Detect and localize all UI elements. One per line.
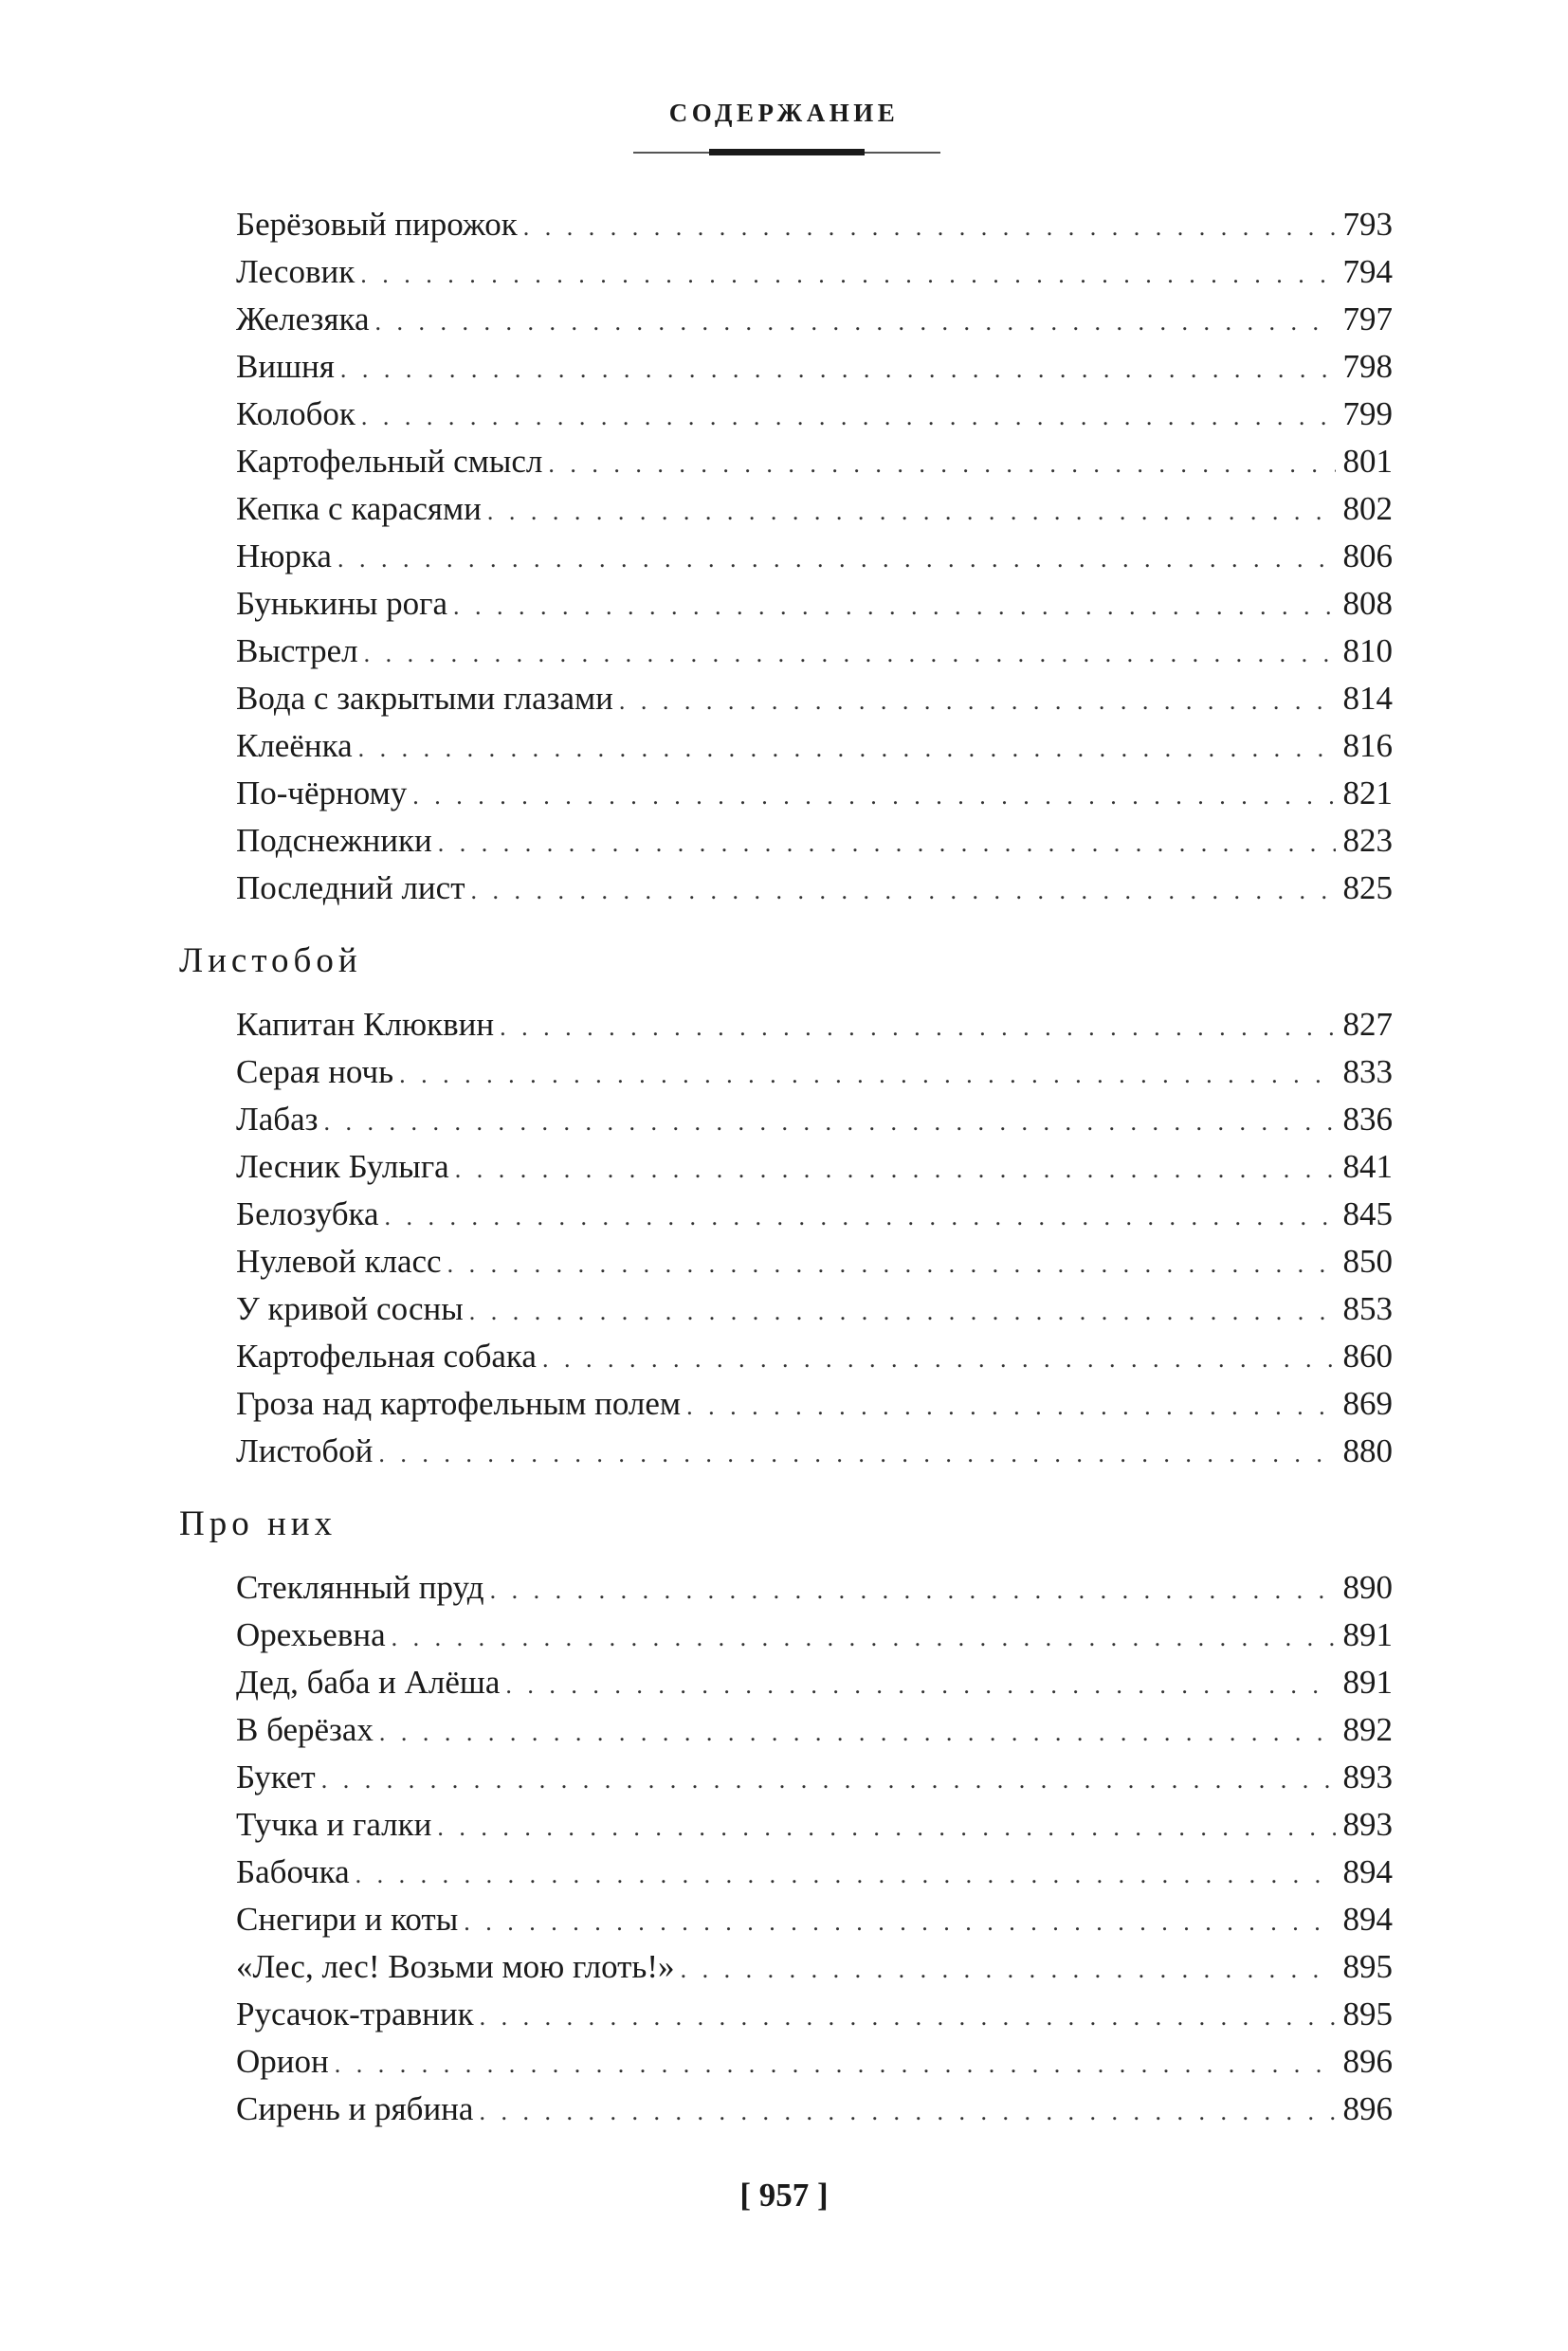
toc-entry-page-number: 869 [1342, 1385, 1393, 1422]
toc-entry-title: Картофельная собака [236, 1338, 537, 1375]
toc-entry [236, 1991, 1393, 2038]
dot-leader [379, 1709, 1336, 1757]
dot-leader [321, 1757, 1336, 1804]
toc-entry-title: Тучка и галки [236, 1806, 432, 1843]
toc-entry-title: Серая ночь [236, 1053, 394, 1090]
toc-entry-title: Нюрка [236, 538, 332, 574]
toc-entry [236, 1801, 1393, 1849]
toc-entry [236, 438, 1393, 485]
toc-entry-page-number: 893 [1342, 1759, 1393, 1795]
toc-entry-page-number: 880 [1342, 1432, 1393, 1469]
toc-entry-title: Орион [236, 2043, 329, 2080]
dot-leader [335, 2041, 1336, 2088]
toc-entry-page-number: 891 [1342, 1616, 1393, 1653]
toc-entry-page-number: 896 [1342, 2090, 1393, 2127]
toc-entry [236, 1849, 1393, 1896]
toc-entry [236, 817, 1393, 865]
toc-entry [236, 865, 1393, 912]
dot-leader [480, 1994, 1336, 2041]
toc-entry-title: Русачок-травник [236, 1996, 474, 2032]
toc-entry-title: Бунькины рога [236, 585, 448, 622]
toc-entry [236, 1285, 1393, 1333]
dot-leader [399, 1051, 1335, 1099]
dot-leader [438, 820, 1336, 867]
dot-leader [471, 867, 1336, 915]
toc-entry-page-number: 814 [1342, 680, 1393, 717]
dot-leader [340, 346, 1336, 393]
toc-entry-title: В берёзах [236, 1711, 374, 1748]
toc-entry-page-number: 799 [1342, 395, 1393, 432]
toc-entry [236, 1333, 1393, 1380]
dot-leader [364, 630, 1336, 678]
dot-leader [464, 1899, 1335, 1946]
toc-entry-page-number: 853 [1342, 1290, 1393, 1327]
toc-entry-page-number: 797 [1342, 301, 1393, 337]
toc-entry [236, 296, 1393, 343]
toc-entry [236, 1612, 1393, 1659]
toc-group-listoboy [0, 1001, 1568, 1475]
toc-entry [236, 1706, 1393, 1754]
dot-leader [455, 1146, 1336, 1194]
toc-entry [236, 201, 1393, 248]
dot-leader [392, 1614, 1336, 1662]
toc-entry-page-number: 802 [1342, 490, 1393, 527]
table-of-contents [0, 201, 1568, 2133]
toc-entry [236, 770, 1393, 817]
toc-entry-title: Сирень и рябина [236, 2090, 474, 2127]
toc-entry-page-number: 850 [1342, 1243, 1393, 1280]
dot-leader [490, 1567, 1336, 1614]
toc-group-pro-nikh [0, 1564, 1568, 2133]
toc-entry-title: Нулевой класс [236, 1243, 442, 1280]
toc-entry-title: Колобок [236, 395, 356, 432]
toc-entry-page-number: 808 [1342, 585, 1393, 622]
toc-entry [236, 1380, 1393, 1428]
toc-entry-page-number: 810 [1342, 632, 1393, 669]
toc-entry-page-number: 827 [1342, 1006, 1393, 1043]
dot-leader [447, 1241, 1336, 1288]
toc-entry-title: Орехьевна [236, 1616, 386, 1653]
toc-entry-title: Берёзовый пирожок [236, 206, 518, 243]
toc-entry-page-number: 895 [1342, 1996, 1393, 2032]
page-number: [ 957 ] [739, 2177, 829, 2214]
toc-entry-title: Дед, баба и Алёша [236, 1664, 501, 1701]
toc-entry-title: По-чёрному [236, 775, 408, 811]
toc-entry [236, 1754, 1393, 1801]
toc-entry-page-number: 794 [1342, 253, 1393, 290]
toc-entry-title: Снегири и коты [236, 1901, 459, 1938]
dot-leader [542, 1336, 1336, 1383]
toc-entry-title: Клеёнка [236, 727, 353, 764]
section-heading-listoboy: Листобой [179, 941, 362, 980]
toc-group-untitled [0, 201, 1568, 912]
toc-entry-page-number: 860 [1342, 1338, 1393, 1375]
toc-entry-title: Лесовик [236, 253, 356, 290]
toc-entry-page-number: 823 [1342, 822, 1393, 859]
dot-leader [686, 1383, 1335, 1431]
toc-entry [236, 248, 1393, 296]
dot-leader [356, 1851, 1336, 1899]
toc-entry [236, 1896, 1393, 1943]
toc-entry-page-number: 825 [1342, 869, 1393, 906]
dot-leader [523, 204, 1336, 251]
toc-entry-title: Букет [236, 1759, 316, 1795]
running-header [0, 99, 1568, 128]
toc-entry [236, 1048, 1393, 1096]
toc-entry-page-number: 806 [1342, 538, 1393, 574]
toc-entry [236, 2038, 1393, 2086]
dot-leader [412, 773, 1335, 820]
toc-entry-page-number: 793 [1342, 206, 1393, 243]
toc-entry-page-number: 798 [1342, 348, 1393, 385]
toc-entry-title: Белозубка [236, 1195, 379, 1232]
toc-entry-title: Лабаз [236, 1101, 319, 1138]
toc-entry-page-number: 891 [1342, 1664, 1393, 1701]
toc-entry-page-number: 821 [1342, 775, 1393, 811]
toc-entry [236, 533, 1393, 580]
toc-entry-page-number: 894 [1342, 1901, 1393, 1938]
dot-leader [548, 441, 1335, 488]
toc-entry [236, 628, 1393, 675]
toc-entry-title: Гроза над картофельным полем [236, 1385, 682, 1422]
toc-entry-page-number: 841 [1342, 1148, 1393, 1185]
toc-entry-page-number: 893 [1342, 1806, 1393, 1843]
toc-entry-title: Выстрел [236, 632, 358, 669]
dot-leader [453, 583, 1335, 630]
toc-entry [236, 343, 1393, 391]
dot-leader [619, 678, 1336, 725]
toc-entry [236, 1143, 1393, 1191]
dot-leader [361, 393, 1336, 441]
toc-entry [236, 675, 1393, 722]
dot-leader [323, 1099, 1335, 1146]
toc-entry-title: Вишня [236, 348, 335, 385]
toc-entry-page-number: 890 [1342, 1569, 1393, 1606]
toc-entry [236, 2086, 1393, 2133]
toc-entry-title: Последний лист [236, 869, 465, 906]
dot-leader [469, 1288, 1336, 1336]
toc-entry-title: Кепка с карасями [236, 490, 482, 527]
toc-entry [236, 1001, 1393, 1048]
dot-leader [385, 1194, 1336, 1241]
toc-entry-title: Подснежники [236, 822, 432, 859]
dot-leader [500, 1004, 1335, 1051]
toc-entry [236, 1096, 1393, 1143]
toc-entry-title: Капитан Клюквин [236, 1006, 495, 1043]
toc-entry-page-number: 896 [1342, 2043, 1393, 2080]
dot-leader [505, 1662, 1335, 1709]
toc-entry [236, 722, 1393, 770]
toc-entry-page-number: 894 [1342, 1853, 1393, 1890]
dot-leader [681, 1946, 1336, 1994]
section-heading-pro-nikh: Про них [179, 1504, 337, 1543]
toc-entry [236, 485, 1393, 533]
toc-entry-title: Вода с закрытыми глазами [236, 680, 613, 717]
toc-entry-title: Картофельный смысл [236, 443, 543, 480]
toc-entry [236, 1564, 1393, 1612]
toc-entry-title: «Лес, лес! Возьми мою глоть!» [236, 1948, 675, 1985]
dot-leader [358, 725, 1336, 773]
toc-entry-page-number: 816 [1342, 727, 1393, 764]
running-header-title: СОДЕРЖАНИЕ [668, 99, 900, 127]
toc-entry [236, 1238, 1393, 1285]
dot-leader [360, 251, 1335, 299]
toc-entry-title: У кривой сосны [236, 1290, 464, 1327]
toc-entry-title: Листобой [236, 1432, 374, 1469]
dot-leader [487, 488, 1336, 536]
toc-entry-title: Бабочка [236, 1853, 350, 1890]
toc-entry-page-number: 801 [1342, 443, 1393, 480]
toc-entry [236, 1428, 1393, 1475]
dot-leader [374, 299, 1335, 346]
toc-entry-page-number: 892 [1342, 1711, 1393, 1748]
toc-entry [236, 1659, 1393, 1706]
toc-entry-title: Стеклянный пруд [236, 1569, 484, 1606]
toc-entry-page-number: 833 [1342, 1053, 1393, 1090]
toc-entry [236, 580, 1393, 628]
toc-entry-page-number: 845 [1342, 1195, 1393, 1232]
dot-leader [337, 536, 1336, 583]
dot-leader [437, 1804, 1335, 1851]
toc-entry-title: Железяка [236, 301, 370, 337]
toc-entry-page-number: 895 [1342, 1948, 1393, 1985]
header-rule-accent [709, 149, 865, 155]
dot-leader [378, 1431, 1335, 1478]
toc-entry [236, 391, 1393, 438]
toc-entry-page-number: 836 [1342, 1101, 1393, 1138]
toc-entry [236, 1943, 1393, 1991]
toc-entry-title: Лесник Булыга [236, 1148, 449, 1185]
dot-leader [479, 2088, 1335, 2136]
toc-entry [236, 1191, 1393, 1238]
